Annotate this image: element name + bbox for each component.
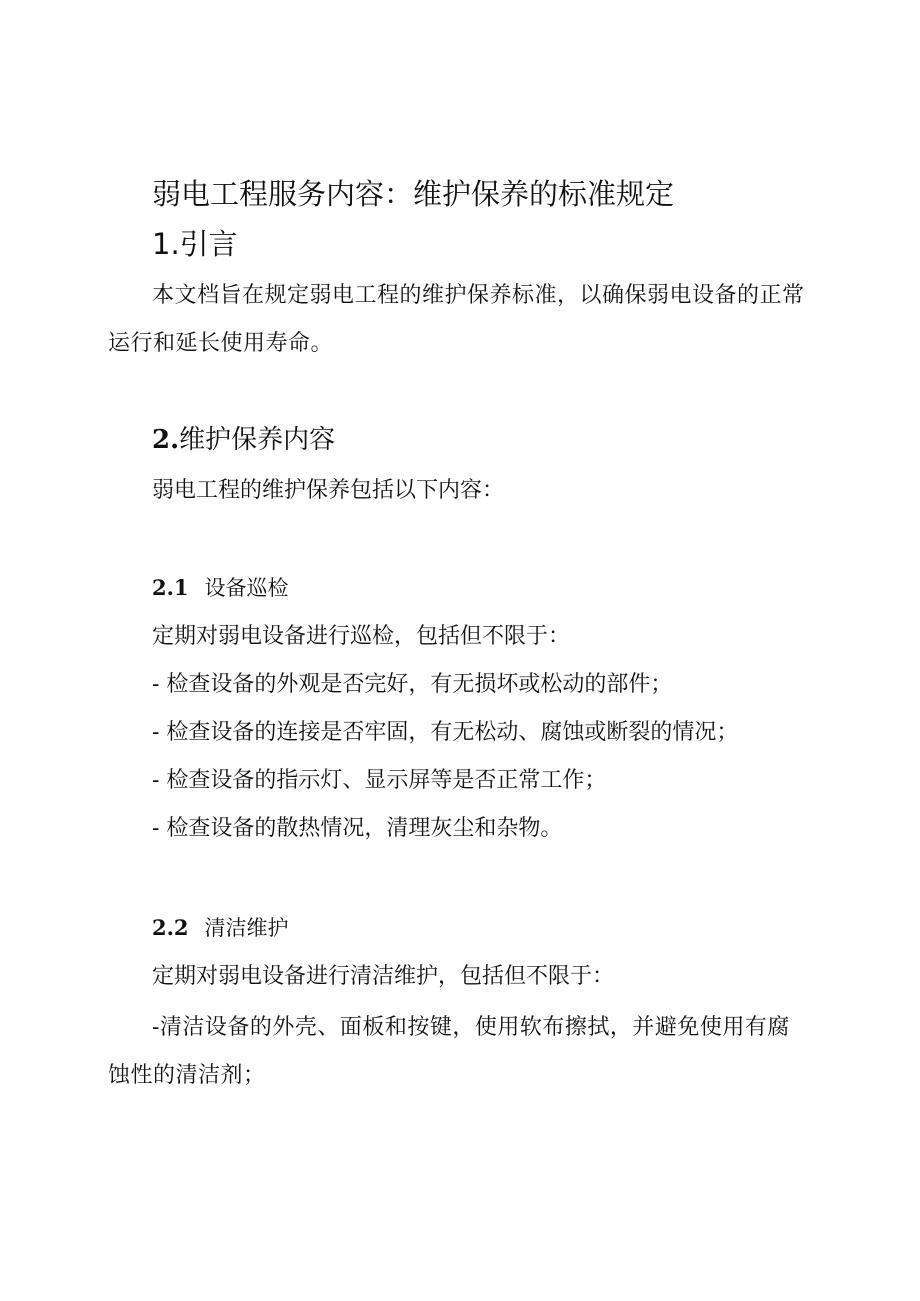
section-1-body: 本文档旨在规定弱电工程的维护保养标准，以确保弱电设备的正常运行和延长使用寿命。 — [108, 283, 805, 356]
section-2-heading — [152, 420, 335, 460]
section-2-heading-text: 维护保养内容 — [179, 425, 336, 455]
list-item: - 检查设备的指示灯、显示屏等是否正常工作； — [152, 768, 607, 793]
subsection-2-2-intro: 定期对弱电设备进行清洁维护，包括但不限于： — [152, 964, 615, 989]
subsection-2-1-intro: 定期对弱电设备进行巡检，包括但不限于： — [152, 624, 571, 649]
document-title: 弱电工程服务内容：维护保养的标准规定 — [152, 177, 675, 211]
list-item: - 检查设备的外观是否完好，有无损坏或松动的部件； — [152, 672, 673, 697]
list-item: - 检查设备的连接是否牢固，有无松动、腐蚀或断裂的情况； — [152, 720, 739, 745]
subsection-2-1-number: 2.1 — [152, 575, 189, 600]
subsection-2-1-heading — [152, 572, 289, 604]
section-2-number: 2. — [152, 425, 180, 455]
subsection-2-1-heading-text: 设备巡检 — [204, 576, 289, 600]
subsection-2-2-heading-text: 清洁维护 — [204, 916, 289, 940]
section-2-intro: 弱电工程的维护保养包括以下内容： — [152, 478, 505, 503]
list-item: - 检查设备的散热情况，清理灰尘和杂物。 — [152, 816, 563, 841]
subsection-2-2-heading — [152, 912, 289, 944]
subsection-2-2-item: -清洁设备的外壳、面板和按键，使用软布擦拭，并避免使用有腐蚀性的清洁剂； — [108, 1015, 790, 1088]
section-1-heading: 1.引言 — [152, 227, 238, 261]
subsection-2-2-number: 2.2 — [152, 915, 189, 940]
